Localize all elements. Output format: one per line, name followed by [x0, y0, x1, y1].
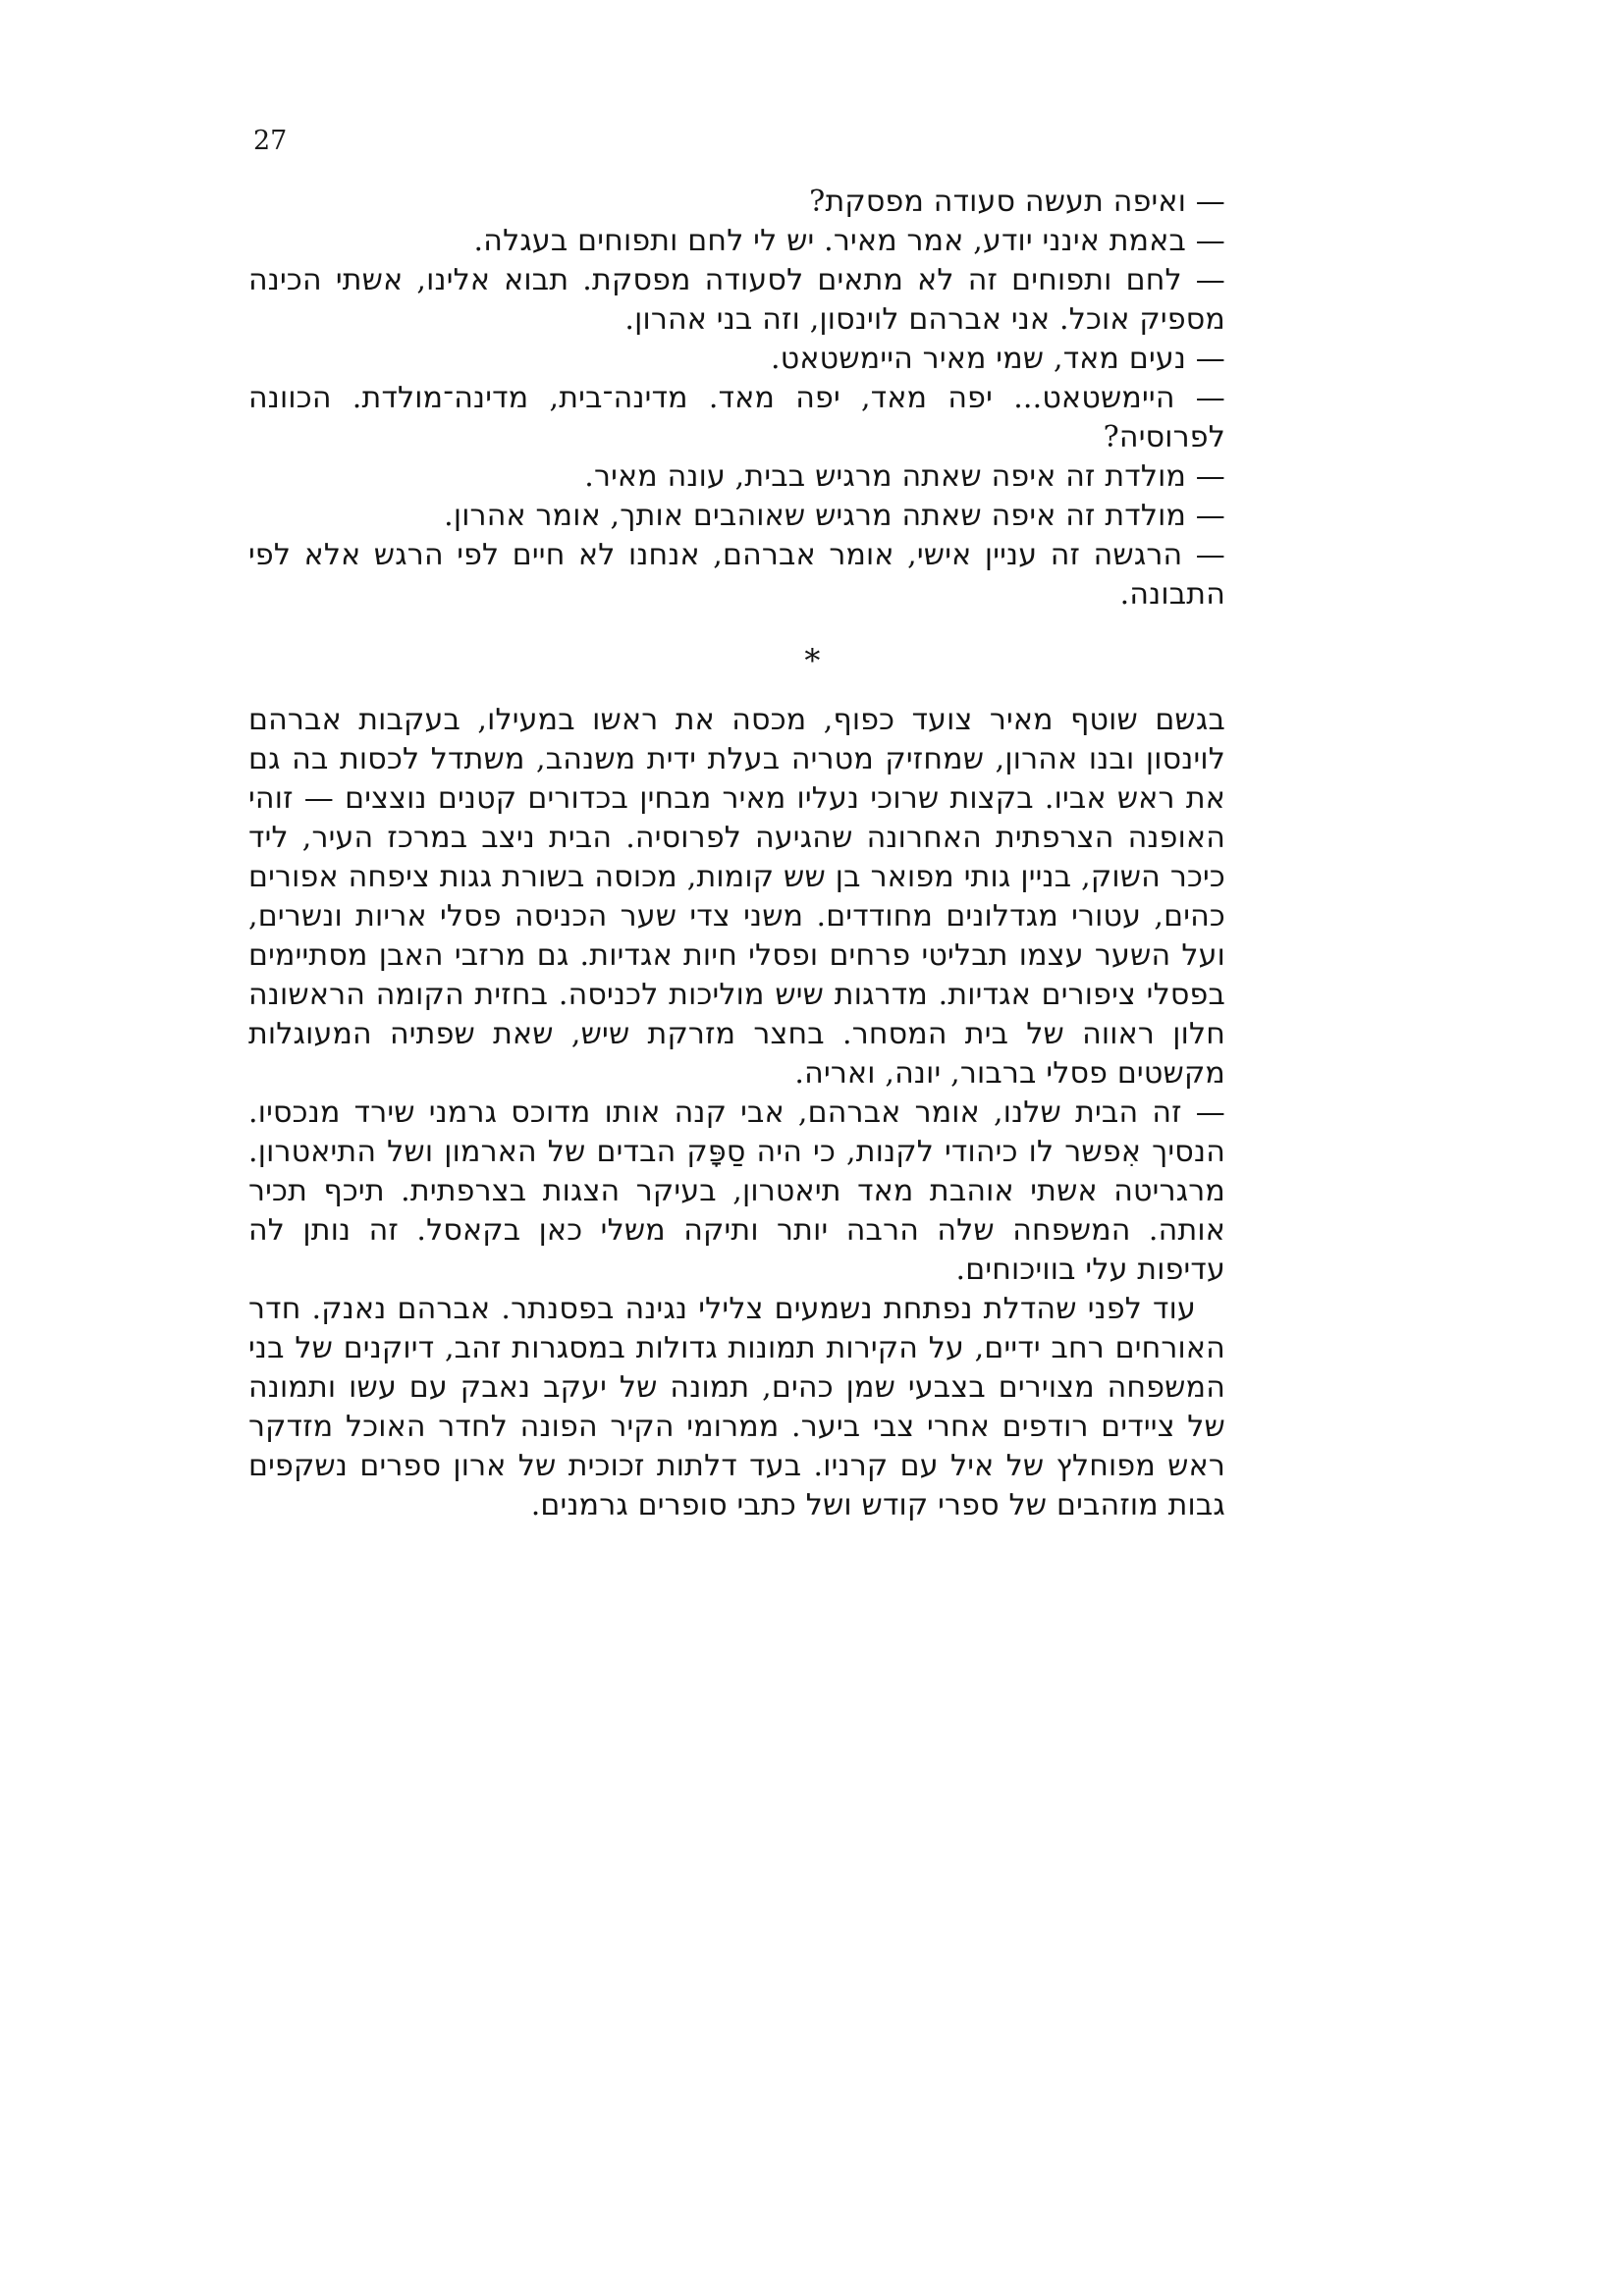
text-column: [248, 183, 1225, 1525]
body-paragraph: בגשם שוטף מאיר צועד כפוף, מכסה את ראשו במעילו, בעקבות אברהם לוינסון ובנו אהרון, שמחזיק מטריה בעלת ידית משנהב, משתדל לכסות בה גם את ראש אביו. בקצות שרוכי נעליו מאיר מבחין בכדורים קטנים נוצצים — זוהי האופנה הצרפתית האחרונה שהגיעה לפרוסיה. הבית ניצב במרכז העיר, ליד כיכר השוק, בניין גותי מפואר בן שש קומות, מכוסה בשורת גגות ציפחה אפורים כהים, עטורי מגדלונים מחודדים. משני צדי שער הכניסה פסלי אריות ונשרים, ועל השער עצמו תבליטי פרחים ופסלי חיות אגדיות. גם מרזבי האבן מסתיימים בפסלי ציפורים אגדיות. מדרגות שיש מוליכות לכניסה. בחזית הקומה הראשונה חלון ראווה של בית המסחר. בחצר מזרקת שיש, שאת שפתיה המעוגלות מקשטים פסלי ברבור, יונה, ואריה.: [248, 703, 1225, 1091]
dialogue-paragraph: — נעים מאד, שמי מאיר היימשטאט.: [771, 342, 1225, 376]
dialogue-paragraph: — זה הבית שלנו, אומר אברהם, אבי קנה אותו מדוכס גרמני שירד מנכסיו. הנסיך אִפשר לו כיהודי לקנות, כי היה סַפָּק הבדים של הארמון ושל התיאטרון. מרגריטה אשתי אוהבת מאד תיאטרון, בעיקר הצגות בצרפתית. תיכף תכיר אותה. המשפחה שלה הרבה יותר ותיקה משלי כאן בקאסל. זה נותן לה עדיפות עלי בוויכוחים.: [248, 1095, 1225, 1287]
dialogue-paragraph: — מולדת זה איפה שאתה מרגיש בבית, עונה מאיר.: [584, 459, 1225, 494]
page-number: 27: [253, 126, 288, 156]
dialogue-paragraph: — לחם ותפוחים זה לא מתאים לסעודה מפסקת. תבוא אלינו, אשתי הכינה מספיק אוכל. אני אברהם לוינסון, וזה בני אהרון.: [248, 263, 1225, 337]
dialogue-paragraph: — היימשטאט... יפה מאד, יפה מאד. מדינה־בית, מדינה־מולדת. הכוונה לפרוסיה?: [248, 381, 1225, 454]
section-separator-asterisk: *: [804, 642, 821, 679]
dialogue-paragraph: — הרגשה זה עניין אישי, אומר אברהם, אנחנו לא חיים לפי הרגש אלא לפי התבונה.: [248, 538, 1225, 612]
dialogue-paragraph: — מולדת זה איפה שאתה מרגיש שאוהבים אותך, אומר אהרון.: [444, 499, 1225, 533]
body-paragraph: עוד לפני שהדלת נפתחת נשמעים צלילי נגינה בפסנתר. אברהם נאנק. חדר האורחים רחב ידיים, על הקירות תמונות גדולות במסגרות זהב, דיוקנים של בני המשפחה מצוירים בצבעי שמן כהים, תמונה של יעקב נאבק עם עשו ותמונה של ציידים רודפים אחרי צבי ביער. ממרומי הקיר הפונה לחדר האוכל מזדקר ראש מפוחלץ של איל עם קרניו. בעד דלתות זכוכית של ארון ספרים נשקפים גבות מוזהבים של ספרי קודש ושל כתבי סופרים גרמנים.: [248, 1292, 1225, 1522]
dialogue-paragraph: — ואיפה תעשה סעודה מפסקת?: [809, 185, 1225, 219]
dialogue-paragraph: — באמת אינני יודע, אמר מאיר. יש לי לחם ותפוחים בעגלה.: [473, 224, 1225, 258]
